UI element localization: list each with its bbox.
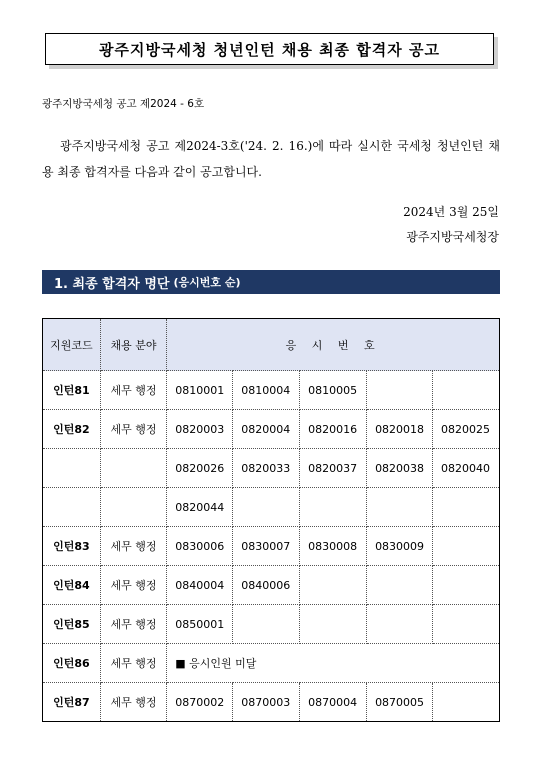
applicant-number: [433, 683, 500, 722]
applicant-number: 0820040: [433, 449, 500, 488]
row-field: 세무 행정: [100, 527, 167, 566]
row-field: 세무 행정: [100, 410, 167, 449]
header-field: 채용 분야: [100, 319, 167, 371]
section-subtitle: (응시번호 순): [173, 276, 241, 289]
row-code: 인턴85: [43, 605, 101, 644]
table-row: [43, 605, 500, 644]
row-field: 세무 행정: [100, 371, 167, 410]
table-row: [43, 644, 500, 683]
row-field: 세무 행정: [100, 644, 167, 683]
applicant-number: 0830008: [300, 527, 367, 566]
applicant-number: 0820037: [300, 449, 367, 488]
applicant-number: 0820026: [167, 449, 233, 488]
row-code: 인턴86: [43, 644, 101, 683]
applicant-number: [433, 488, 500, 527]
table-row: [43, 449, 500, 488]
applicant-number: 0820025: [433, 410, 500, 449]
applicant-number: 0840004: [167, 566, 233, 605]
applicant-number: [433, 527, 500, 566]
page-title: 광주지방국세청 청년인턴 채용 최종 합격자 공고: [99, 40, 440, 59]
section-title: 1. 최종 합격자 명단: [54, 276, 170, 292]
applicant-number: [433, 605, 500, 644]
row-field: 세무 행정: [100, 605, 167, 644]
announcement-body: 광주지방국세청 공고 제2024-3호('24. 2. 16.)에 따라 실시한 국세청 청년인턴 채용 최종 합격자를 다음과 같이 공고합니다.: [42, 139, 500, 179]
applicant-number: 0870002: [167, 683, 233, 722]
notice-number: 광주지방국세청 공고 제2024 - 6호: [42, 98, 205, 110]
row-code: 인턴87: [43, 683, 101, 722]
header-numbers: 응 시 번 호: [167, 319, 500, 371]
applicant-number: 0840006: [233, 566, 300, 605]
applicant-number: 0820018: [367, 410, 433, 449]
row-field: [100, 488, 167, 527]
applicant-number: 0820003: [167, 410, 233, 449]
applicant-number: [367, 371, 433, 410]
applicant-number: 0850001: [167, 605, 233, 644]
row-code: 인턴83: [43, 527, 101, 566]
applicant-number: 0830009: [367, 527, 433, 566]
table-row: [43, 683, 500, 722]
table-row: [43, 410, 500, 449]
row-field: 세무 행정: [100, 566, 167, 605]
section-header: [42, 270, 500, 294]
applicant-number: 0810001: [167, 371, 233, 410]
row-code: [43, 488, 101, 527]
applicant-number: 0870003: [233, 683, 300, 722]
applicant-number: [300, 488, 367, 527]
applicant-number: [300, 566, 367, 605]
applicant-number: 0820044: [167, 488, 233, 527]
table-row: [43, 566, 500, 605]
applicant-number: [433, 371, 500, 410]
applicant-number: [367, 488, 433, 527]
table-row: [43, 488, 500, 527]
applicant-number: 0820004: [233, 410, 300, 449]
applicant-number: [233, 605, 300, 644]
row-code: 인턴82: [43, 410, 101, 449]
results-table: [42, 318, 500, 722]
applicant-number: 0820038: [367, 449, 433, 488]
row-code: [43, 449, 101, 488]
applicant-number: [300, 605, 367, 644]
applicant-number: [367, 566, 433, 605]
applicant-number: 0810005: [300, 371, 367, 410]
applicant-number: 0820033: [233, 449, 300, 488]
row-field: [100, 449, 167, 488]
applicant-number: [233, 488, 300, 527]
applicant-number: 0820016: [300, 410, 367, 449]
applicant-number: 0830007: [233, 527, 300, 566]
row-code: 인턴84: [43, 566, 101, 605]
table-row: [43, 371, 500, 410]
header-code: 지원코드: [43, 319, 101, 371]
applicant-number: 0830006: [167, 527, 233, 566]
table-row: [43, 527, 500, 566]
announcement-date: 2024년 3월 25일: [403, 205, 499, 219]
applicant-number: 0870005: [367, 683, 433, 722]
table-header-row: [43, 319, 500, 371]
table-body: [43, 371, 500, 722]
applicant-number: 0870004: [300, 683, 367, 722]
applicant-number: [433, 566, 500, 605]
row-note: ■ 응시인원 미달: [167, 644, 500, 683]
applicant-number: [367, 605, 433, 644]
applicant-number: 0810004: [233, 371, 300, 410]
row-code: 인턴81: [43, 371, 101, 410]
row-field: 세무 행정: [100, 683, 167, 722]
signer: 광주지방국세청장: [406, 230, 499, 244]
